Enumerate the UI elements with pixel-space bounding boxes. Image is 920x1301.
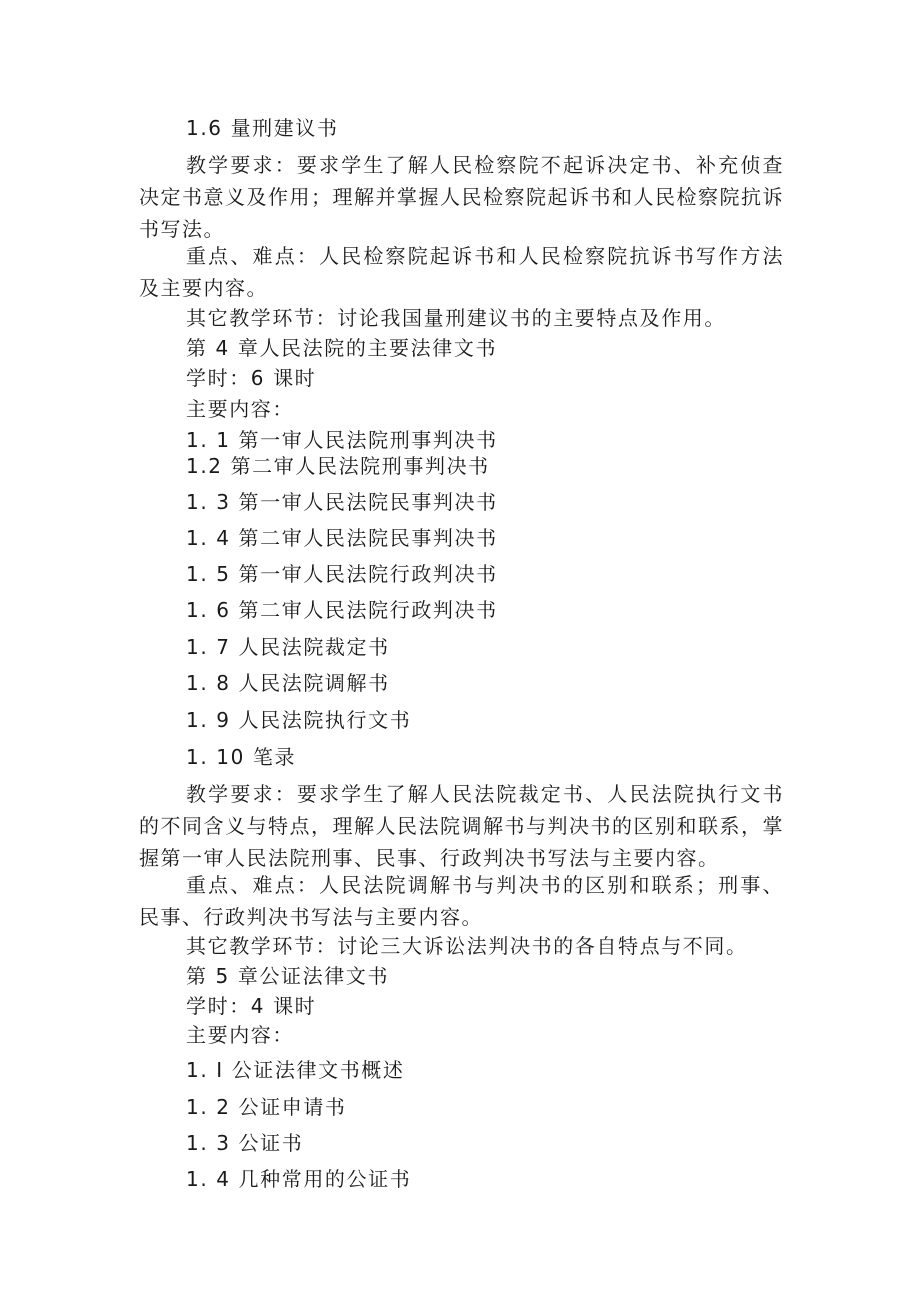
list-item: 1. 10 笔录 [186,745,297,769]
list-item: 1. 7 人民法院裁定书 [186,635,390,659]
other-teaching-activities: 其它教学环节：讨论我国量刑建议书的主要特点及作用。 [186,306,726,330]
list-item: 1. 1 第一审人民法院刑事判决书 [186,428,498,452]
main-content-label: 主要内容： [186,397,294,421]
teaching-requirements-paragraph: 教学要求：要求学生了解人民检察院不起诉决定书、补充侦查决定书意义及作用；理解并掌握人民检察院起诉书和人民检察院抗诉书写法。 [139,153,784,241]
list-item: 1. 2 公证申请书 [186,1095,347,1119]
key-points-paragraph: 重点、难点：人民法院调解书与判决书的区别和联系；刑事、民事、行政判决书写法与主要内容。 [139,873,784,929]
class-hours: 学时：4 课时 [186,994,317,1018]
other-teaching-activities: 其它教学环节：讨论三大诉讼法判决书的各自特点与不同。 [186,934,748,958]
list-item: 1. 5 第一审人民法院行政判决书 [186,562,498,586]
chapter-title: 第 5 章公证法律文书 [186,964,390,988]
list-item: 1. I 公证法律文书概述 [186,1058,405,1082]
chapter-title: 第 4 章人民法院的主要法律文书 [186,336,498,360]
list-item: 1.2 第二审人民法院刑事判决书 [186,454,490,478]
key-points-paragraph: 重点、难点：人民检察院起诉书和人民检察院抗诉书写作方法及主要内容。 [139,244,784,300]
section-heading: 1.6 量刑建议书 [186,116,339,140]
list-item: 1. 3 公证书 [186,1131,304,1155]
list-item: 1. 9 人民法院执行文书 [186,708,412,732]
class-hours: 学时：6 课时 [186,366,317,390]
list-item: 1. 4 第二审人民法院民事判决书 [186,526,498,550]
list-item: 1. 3 第一审人民法院民事判决书 [186,490,498,514]
list-item: 1. 8 人民法院调解书 [186,671,390,695]
main-content-label: 主要内容： [186,1023,294,1047]
list-item: 1. 6 第二审人民法院行政判决书 [186,598,498,622]
list-item: 1. 4 几种常用的公证书 [186,1167,412,1191]
teaching-requirements-paragraph: 教学要求：要求学生了解人民法院裁定书、人民法院执行文书的不同含义与特点，理解人民法院调解书与判决书的区别和联系，掌握第一审人民法院刑事、民事、行政判决书写法与主要内容。 [139,782,784,870]
